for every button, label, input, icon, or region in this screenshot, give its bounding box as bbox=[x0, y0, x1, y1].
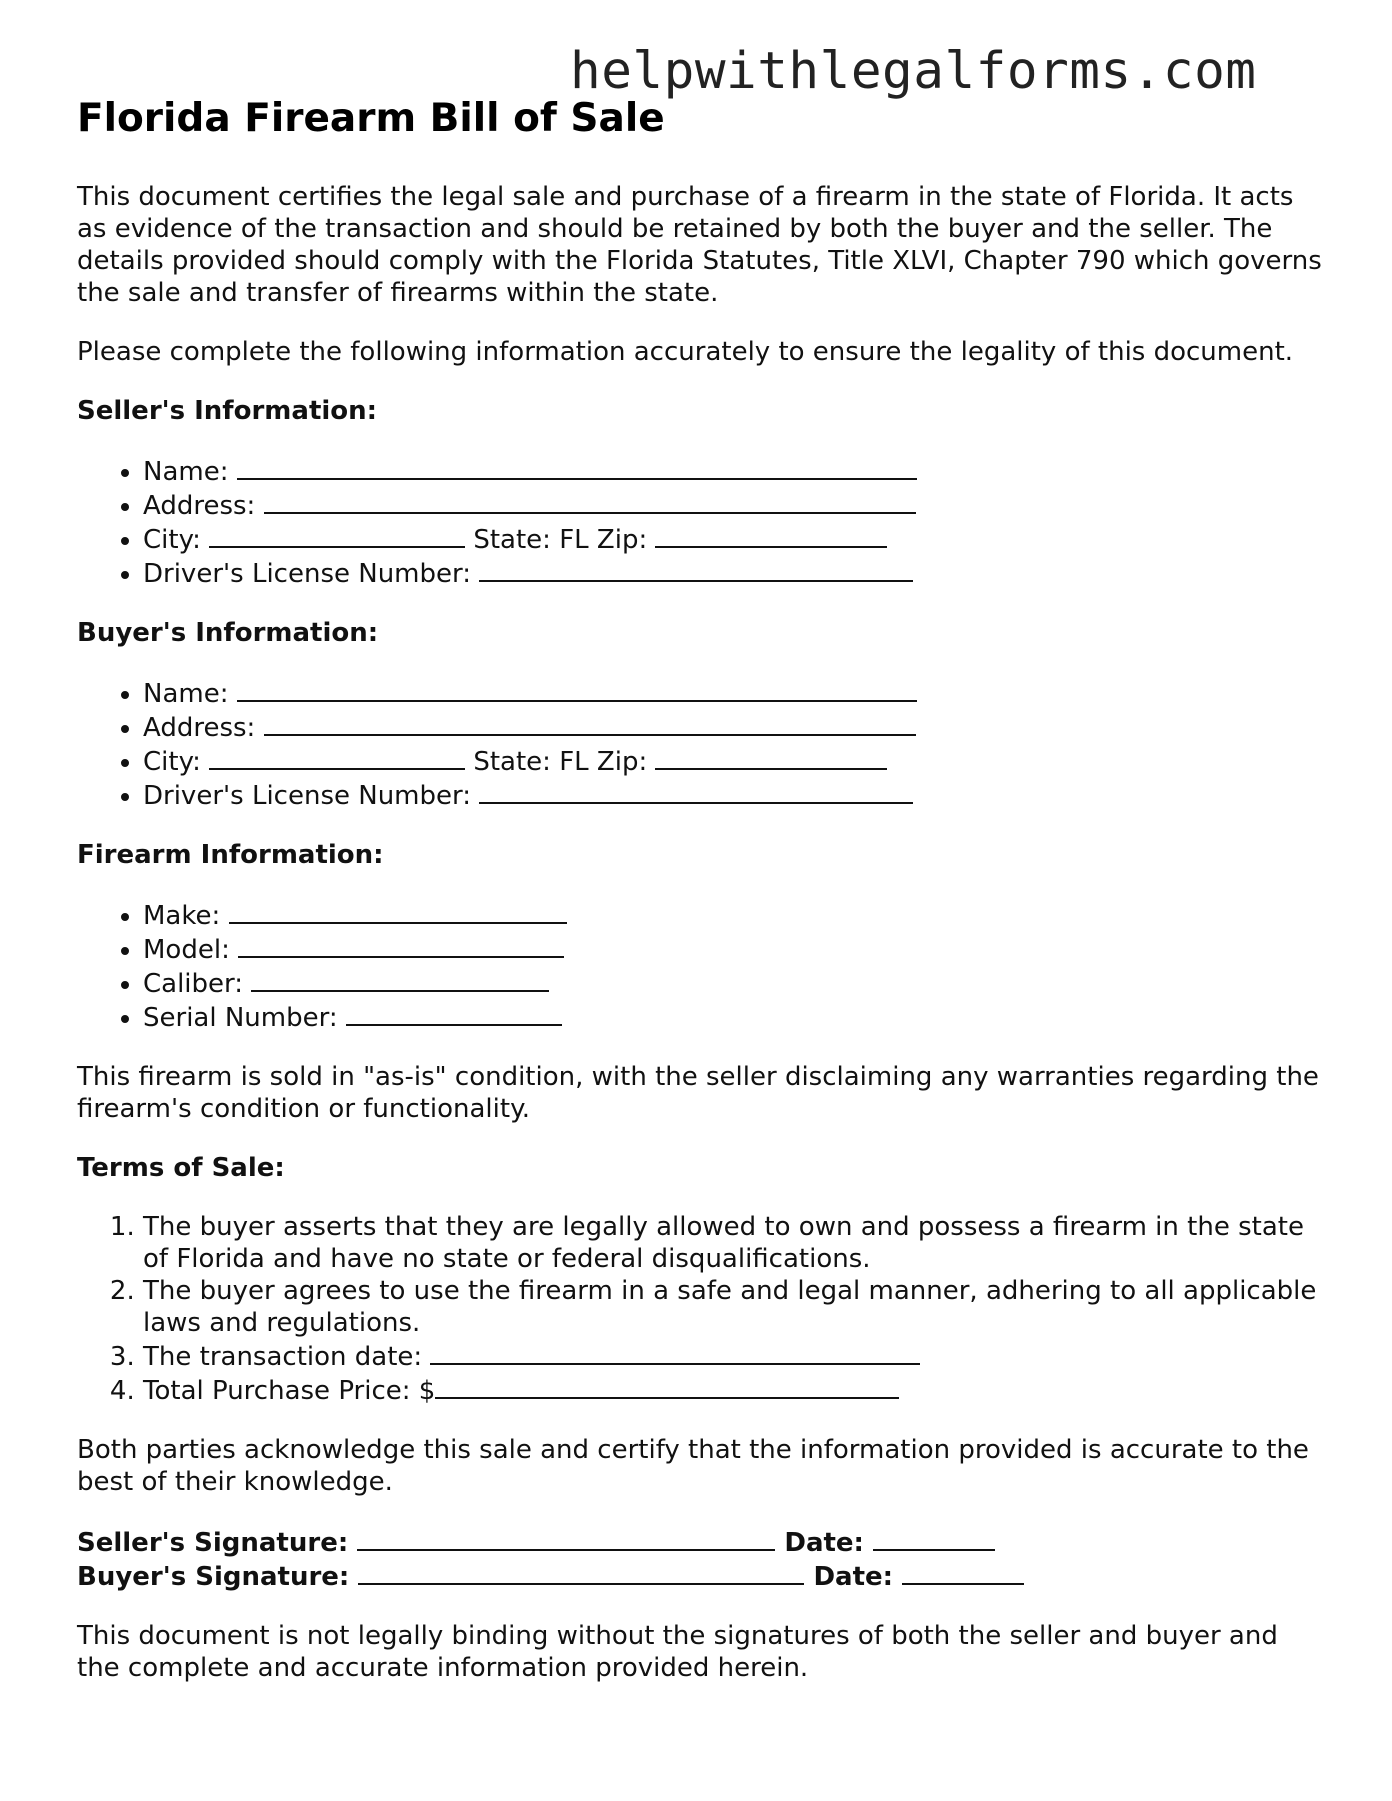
seller-name-blank[interactable] bbox=[237, 454, 917, 480]
firearm-caliber-field bbox=[143, 966, 1327, 1000]
field-label: State: FL Zip: bbox=[473, 524, 648, 555]
instructions-paragraph: Please complete the following information accurately to ensure the legality of this document. bbox=[77, 336, 1294, 367]
document-page bbox=[77, 96, 1327, 1711]
buyer-address-field bbox=[143, 710, 1327, 744]
purchase-price-blank[interactable] bbox=[435, 1373, 899, 1399]
firearm-model-blank[interactable] bbox=[238, 932, 564, 958]
firearm-make-blank[interactable] bbox=[229, 898, 567, 924]
buyer-date-blank[interactable] bbox=[902, 1559, 1024, 1585]
field-label: Total Purchase Price: $ bbox=[143, 1375, 436, 1406]
seller-name-field bbox=[143, 454, 1327, 488]
firearm-make-field bbox=[143, 898, 1327, 932]
buyer-zip-blank[interactable] bbox=[655, 744, 887, 770]
seller-signature-line bbox=[77, 1525, 1327, 1559]
field-label: Date: bbox=[813, 1561, 894, 1592]
buyer-signature-blank[interactable] bbox=[358, 1559, 804, 1585]
seller-heading: Seller's Information: bbox=[77, 395, 378, 426]
buyer-fields bbox=[77, 676, 1327, 812]
watermark: helpwithlegalforms.com bbox=[570, 42, 1257, 101]
field-label: Address: bbox=[143, 712, 256, 743]
firearm-fields bbox=[77, 898, 1327, 1034]
firearm-serial-field bbox=[143, 1000, 1327, 1034]
buyer-name-field bbox=[143, 676, 1327, 710]
firearm-model-field bbox=[143, 932, 1327, 966]
field-label: Name: bbox=[143, 678, 229, 709]
field-label: Caliber: bbox=[143, 968, 244, 999]
seller-address-field bbox=[143, 488, 1327, 522]
terms-item-price bbox=[143, 1373, 1327, 1407]
firearm-serial-blank[interactable] bbox=[346, 1000, 562, 1026]
buyer-address-blank[interactable] bbox=[264, 710, 916, 736]
as-is-paragraph: This firearm is sold in "as-is" condition, with the seller disclaiming any warranties regarding the firearm's condition or functionality. bbox=[77, 1061, 1319, 1124]
seller-signature-blank[interactable] bbox=[357, 1525, 775, 1551]
seller-zip-blank[interactable] bbox=[655, 522, 887, 548]
field-label: Date: bbox=[784, 1527, 864, 1558]
field-label: Buyer's Signature: bbox=[77, 1561, 350, 1592]
buyer-heading: Buyer's Information: bbox=[77, 617, 379, 648]
transaction-date-blank[interactable] bbox=[430, 1339, 920, 1365]
signature-block bbox=[77, 1525, 1327, 1593]
field-label: Seller's Signature: bbox=[77, 1527, 349, 1558]
seller-address-blank[interactable] bbox=[264, 488, 916, 514]
buyer-license-blank[interactable] bbox=[479, 778, 913, 804]
field-label: The transaction date: bbox=[143, 1341, 423, 1372]
field-label: Model: bbox=[143, 934, 230, 965]
intro-paragraph: This document certifies the legal sale and purchase of a firearm in the state of Florida. It acts as evidence of the transaction and should be retained by both the buyer and the seller. The details provided should comply with the Florida Statutes, Title XLVI, Chapter 790 which governs the sale and transfer of firearms within the state. bbox=[77, 181, 1322, 308]
field-label: Name: bbox=[143, 456, 229, 487]
field-label: Driver's License Number: bbox=[143, 780, 471, 811]
acknowledge-paragraph: Both parties acknowledge this sale and certify that the information provided is accurate to the best of their knowledge. bbox=[77, 1434, 1309, 1497]
buyer-name-blank[interactable] bbox=[237, 676, 917, 702]
buyer-city-field bbox=[143, 744, 1327, 778]
footer-paragraph: This document is not legally binding without the signatures of both the seller and buyer and the complete and accurate information provided herein. bbox=[77, 1620, 1278, 1683]
terms-list bbox=[77, 1211, 1327, 1407]
field-label: City: bbox=[143, 746, 201, 777]
terms-item: 1. The buyer asserts that they are legally allowed to own and possess a firearm in the state of Florida and have no state or federal disqualifications. bbox=[143, 1211, 1327, 1275]
seller-license-field bbox=[143, 556, 1327, 590]
field-label: State: FL Zip: bbox=[473, 746, 648, 777]
seller-fields bbox=[77, 454, 1327, 590]
field-label: Make: bbox=[143, 900, 221, 931]
terms-heading: Terms of Sale: bbox=[77, 1152, 285, 1183]
field-label: Address: bbox=[143, 490, 256, 521]
buyer-signature-line bbox=[77, 1559, 1327, 1593]
field-label: Serial Number: bbox=[143, 1002, 338, 1033]
firearm-heading: Firearm Information: bbox=[77, 839, 384, 870]
seller-city-field bbox=[143, 522, 1327, 556]
terms-item-date bbox=[143, 1339, 1327, 1373]
firearm-caliber-blank[interactable] bbox=[251, 966, 549, 992]
seller-license-blank[interactable] bbox=[479, 556, 913, 582]
terms-item: 2. The buyer agrees to use the firearm in a safe and legal manner, adhering to all applicable laws and regulations. bbox=[143, 1275, 1327, 1339]
buyer-license-field bbox=[143, 778, 1327, 812]
seller-date-blank[interactable] bbox=[873, 1525, 995, 1551]
buyer-city-blank[interactable] bbox=[209, 744, 465, 770]
field-label: City: bbox=[143, 524, 201, 555]
field-label: Driver's License Number: bbox=[143, 558, 471, 589]
seller-city-blank[interactable] bbox=[209, 522, 465, 548]
page-title: Florida Firearm Bill of Sale bbox=[77, 96, 665, 141]
